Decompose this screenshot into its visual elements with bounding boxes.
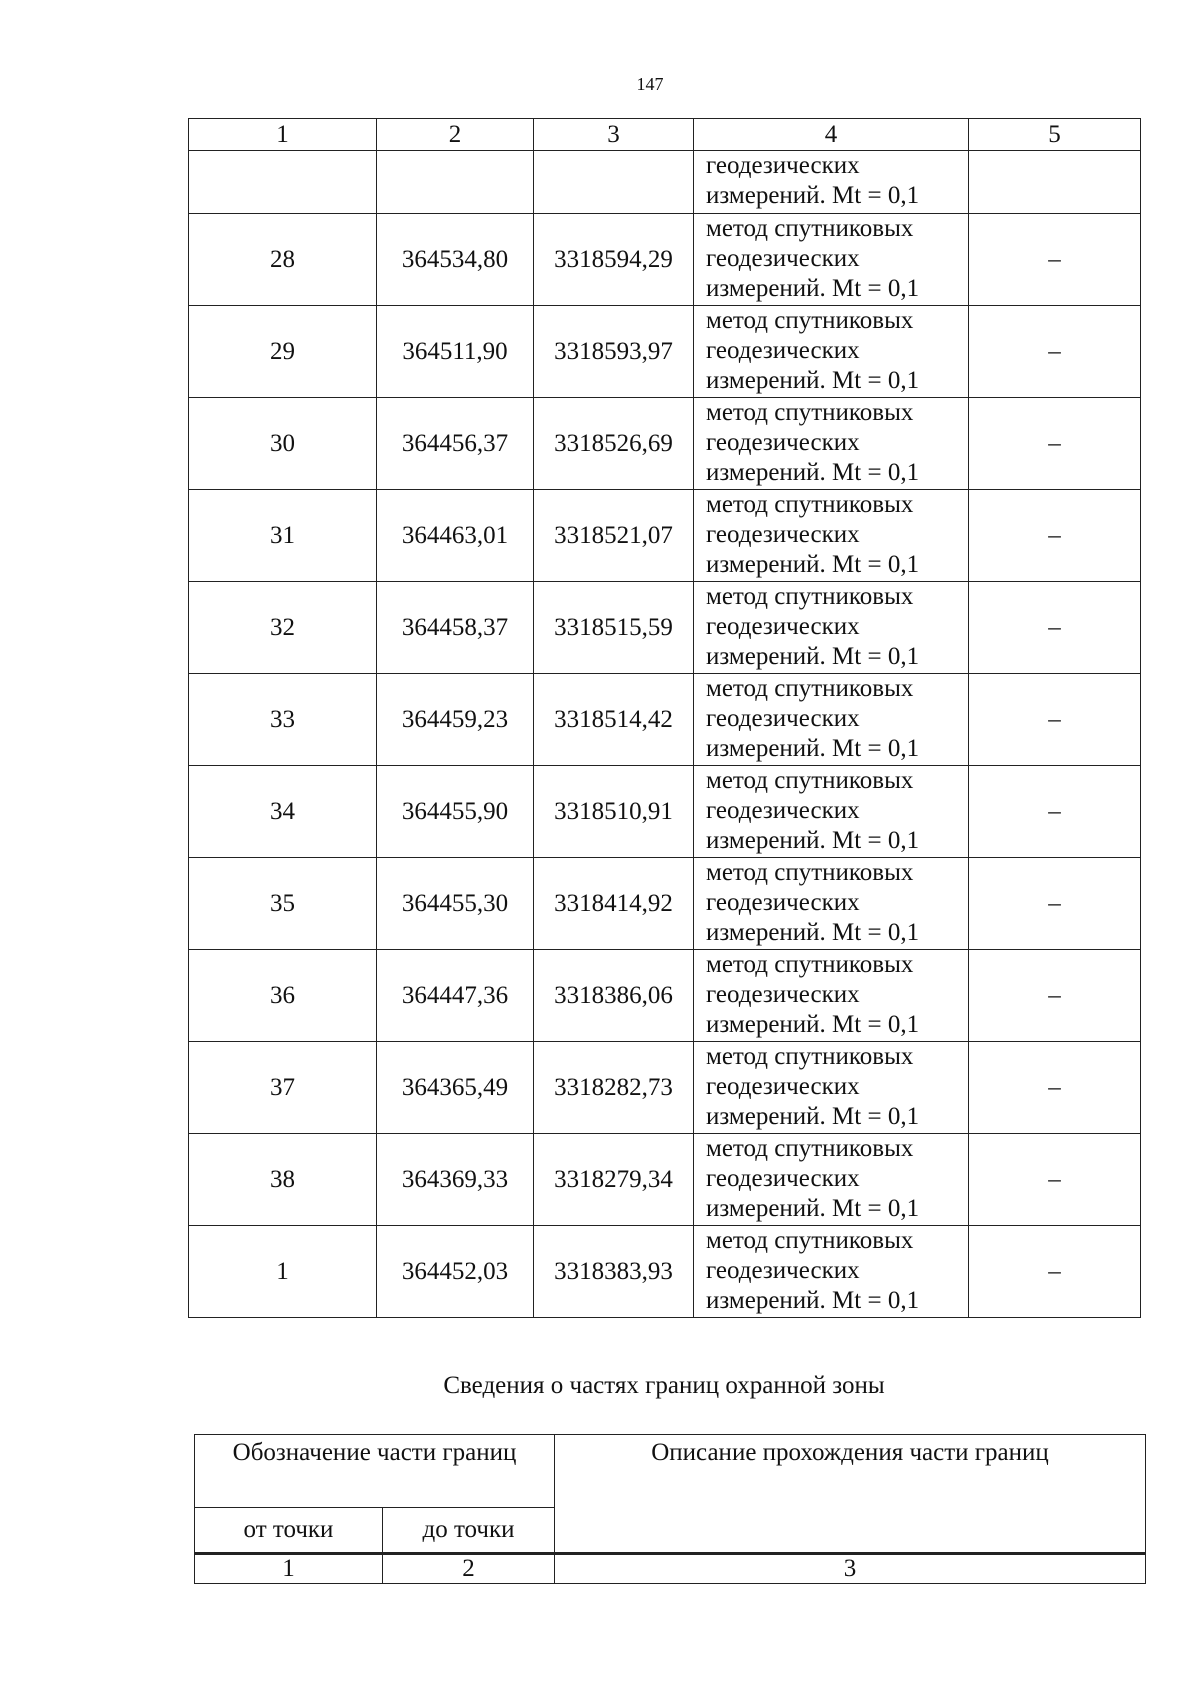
- description-header: Описание прохождения части границ: [555, 1435, 1146, 1554]
- x-coordinate-cell: 364365,49: [377, 1042, 534, 1134]
- method-line: измерений. Mt = 0,1: [706, 1011, 920, 1038]
- boundary-parts-table: [194, 1434, 1146, 1584]
- point-cell: 32: [189, 582, 377, 674]
- point-cell: [189, 151, 377, 214]
- note-cell: –: [969, 490, 1141, 582]
- column-number-header: 5: [969, 119, 1141, 151]
- section-title: Сведения о частях границ охранной зоны: [443, 1372, 885, 1399]
- method-cell: [694, 490, 969, 582]
- method-line: геодезических: [706, 981, 860, 1008]
- method-line: измерений. Mt = 0,1: [706, 367, 920, 394]
- method-cell: [694, 1134, 969, 1226]
- note-cell: –: [969, 674, 1141, 766]
- method-cell: [694, 858, 969, 950]
- coordinate-row: [189, 950, 1141, 1042]
- method-line: измерений. Mt = 0,1: [706, 459, 920, 486]
- y-coordinate-cell: 3318414,92: [534, 858, 694, 950]
- point-cell: 36: [189, 950, 377, 1042]
- x-coordinate-cell: 364456,37: [377, 398, 534, 490]
- coordinate-row: [189, 306, 1141, 398]
- y-coordinate-cell: 3318514,42: [534, 674, 694, 766]
- y-coordinate-cell: 3318383,93: [534, 1226, 694, 1318]
- parts-number-row: [195, 1554, 1146, 1584]
- x-coordinate-cell: 364369,33: [377, 1134, 534, 1226]
- coordinate-row: [189, 1134, 1141, 1226]
- note-cell: –: [969, 582, 1141, 674]
- x-coordinate-cell: 364511,90: [377, 306, 534, 398]
- y-coordinate-cell: 3318279,34: [534, 1134, 694, 1226]
- y-coordinate-cell: 3318510,91: [534, 766, 694, 858]
- from-point-header: от точки: [195, 1508, 383, 1554]
- column-number-header: 3: [534, 119, 694, 151]
- method-line: измерений. Mt = 0,1: [706, 182, 920, 209]
- coordinates-header-row: [189, 119, 1141, 151]
- method-line: метод спутниковых: [706, 215, 914, 242]
- point-cell: 31: [189, 490, 377, 582]
- point-cell: 28: [189, 214, 377, 306]
- method-cell: [694, 214, 969, 306]
- method-cell: [694, 151, 969, 214]
- point-cell: 34: [189, 766, 377, 858]
- note-cell: –: [969, 950, 1141, 1042]
- method-line: геодезических: [706, 1165, 860, 1192]
- coordinates-table: [188, 118, 1141, 1318]
- method-cell: [694, 1226, 969, 1318]
- method-line: геодезических: [706, 337, 860, 364]
- method-cell: [694, 766, 969, 858]
- coordinate-row: [189, 214, 1141, 306]
- method-line: измерений. Mt = 0,1: [706, 551, 920, 578]
- column-number: 1: [195, 1554, 383, 1584]
- note-cell: [969, 151, 1141, 214]
- method-cell: [694, 582, 969, 674]
- parts-header-row: [195, 1435, 1146, 1508]
- x-coordinate-cell: 364455,30: [377, 858, 534, 950]
- method-line: геодезических: [706, 797, 860, 824]
- method-line: измерений. Mt = 0,1: [706, 275, 920, 302]
- method-line: метод спутниковых: [706, 491, 914, 518]
- note-cell: –: [969, 858, 1141, 950]
- coordinate-row: [189, 766, 1141, 858]
- method-line: геодезических: [706, 1257, 860, 1284]
- method-line: метод спутниковых: [706, 583, 914, 610]
- x-coordinate-cell: 364447,36: [377, 950, 534, 1042]
- point-cell: 37: [189, 1042, 377, 1134]
- method-cell: [694, 950, 969, 1042]
- y-coordinate-cell: 3318526,69: [534, 398, 694, 490]
- method-line: геодезических: [706, 521, 860, 548]
- point-cell: 1: [189, 1226, 377, 1318]
- y-coordinate-cell: 3318515,59: [534, 582, 694, 674]
- x-coordinate-cell: [377, 151, 534, 214]
- note-cell: –: [969, 1226, 1141, 1318]
- method-line: метод спутниковых: [706, 1227, 914, 1254]
- method-line: метод спутниковых: [706, 767, 914, 794]
- coordinate-row: [189, 674, 1141, 766]
- method-line: измерений. Mt = 0,1: [706, 643, 920, 670]
- y-coordinate-cell: 3318386,06: [534, 950, 694, 1042]
- method-line: метод спутниковых: [706, 399, 914, 426]
- method-line: метод спутниковых: [706, 1043, 914, 1070]
- method-cell: [694, 674, 969, 766]
- note-cell: –: [969, 214, 1141, 306]
- point-cell: 35: [189, 858, 377, 950]
- x-coordinate-cell: 364463,01: [377, 490, 534, 582]
- point-cell: 33: [189, 674, 377, 766]
- method-line: измерений. Mt = 0,1: [706, 919, 920, 946]
- y-coordinate-cell: 3318593,97: [534, 306, 694, 398]
- x-coordinate-cell: 364458,37: [377, 582, 534, 674]
- method-cell: [694, 1042, 969, 1134]
- method-line: метод спутниковых: [706, 307, 914, 334]
- note-cell: –: [969, 1134, 1141, 1226]
- coordinate-row: [189, 490, 1141, 582]
- point-cell: 38: [189, 1134, 377, 1226]
- method-line: геодезических: [706, 613, 860, 640]
- point-cell: 30: [189, 398, 377, 490]
- note-cell: –: [969, 766, 1141, 858]
- method-line: геодезических: [706, 705, 860, 732]
- method-line: измерений. Mt = 0,1: [706, 1287, 920, 1314]
- note-cell: –: [969, 1042, 1141, 1134]
- column-number-header: 1: [189, 119, 377, 151]
- continuation-row: [189, 151, 1141, 214]
- designation-header: Обозначение части границ: [195, 1435, 555, 1508]
- method-cell: [694, 398, 969, 490]
- method-line: измерений. Mt = 0,1: [706, 1195, 920, 1222]
- x-coordinate-cell: 364534,80: [377, 214, 534, 306]
- method-line: метод спутниковых: [706, 859, 914, 886]
- point-cell: 29: [189, 306, 377, 398]
- page-number: 147: [636, 74, 664, 94]
- method-line: измерений. Mt = 0,1: [706, 827, 920, 854]
- method-line: геодезических: [706, 245, 860, 272]
- coordinate-row: [189, 858, 1141, 950]
- coordinate-row: [189, 582, 1141, 674]
- x-coordinate-cell: 364452,03: [377, 1226, 534, 1318]
- column-number-header: 4: [694, 119, 969, 151]
- method-line: геодезических: [706, 429, 860, 456]
- method-line: геодезических: [706, 1073, 860, 1100]
- method-line: измерений. Mt = 0,1: [706, 735, 920, 762]
- coordinate-row: [189, 398, 1141, 490]
- column-number-header: 2: [377, 119, 534, 151]
- y-coordinate-cell: 3318282,73: [534, 1042, 694, 1134]
- method-line: геодезических: [706, 889, 860, 916]
- note-cell: –: [969, 398, 1141, 490]
- method-cell: [694, 306, 969, 398]
- method-line: метод спутниковых: [706, 675, 914, 702]
- y-coordinate-cell: 3318521,07: [534, 490, 694, 582]
- x-coordinate-cell: 364455,90: [377, 766, 534, 858]
- column-number: 2: [383, 1554, 555, 1584]
- method-line: метод спутниковых: [706, 1135, 914, 1162]
- x-coordinate-cell: 364459,23: [377, 674, 534, 766]
- method-line: метод спутниковых: [706, 951, 914, 978]
- coordinate-row: [189, 1226, 1141, 1318]
- method-line: геодезических: [706, 152, 860, 179]
- y-coordinate-cell: [534, 151, 694, 214]
- to-point-header: до точки: [383, 1508, 555, 1554]
- method-line: измерений. Mt = 0,1: [706, 1103, 920, 1130]
- note-cell: –: [969, 306, 1141, 398]
- coordinate-row: [189, 1042, 1141, 1134]
- y-coordinate-cell: 3318594,29: [534, 214, 694, 306]
- column-number: 3: [555, 1554, 1146, 1584]
